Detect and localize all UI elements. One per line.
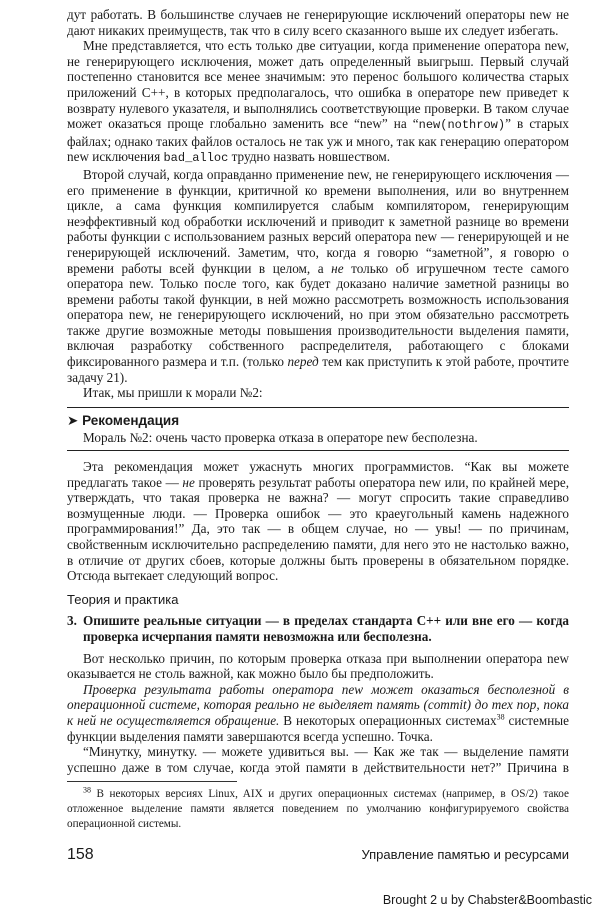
body-text-top	[67, 7, 569, 401]
text: проверять результат работы оператора new или, по крайней мере, утверждать, что такая проверка не важна? — могут спросить такие справедливо возмущенные люди. — Проверка ошибок — это краеугольный камень надежного программирования!” Да, это так — в общем случае, но — увы! — по причинам, свойственным исключительно распределению памяти, для него это не настолько важно, в отличие от других сбоев, которые должны быть проверены в обязательном порядке. Отсюда вытекает следующий вопрос.	[67, 474, 570, 584]
paragraph	[67, 459, 569, 584]
text: системные функции выделения памяти завершаются всегда успешно. Точка.	[67, 712, 570, 744]
page-footer	[67, 847, 569, 863]
recommendation-box	[67, 408, 569, 450]
text: Мне представляется, что есть только две ситуации, когда применение оператора new, не генерирующего исключения, может дать определенный выигрыш. Первый случай постепенно становится все менее значимым: это перенос большого количества старых приложений C++, в которых предполагалось, что ошибка в операторе new приведет к возврату нулевого указателя, и выполнялись соответствующие проверки. В таком случае может оказаться проще глобально заменить все “new” на “	[67, 38, 569, 132]
divider	[67, 450, 569, 451]
footnote-number: 38	[83, 785, 91, 795]
body-text-bottom	[67, 651, 569, 776]
paragraph	[67, 167, 569, 385]
paragraph	[67, 38, 569, 167]
paragraph: Итак, мы пришли к морали №2:	[83, 385, 263, 401]
body-text-middle	[67, 459, 569, 584]
text: только об игрушечном тесте самого оператора new. Только после того, как будет доказано наличие заметной разницы во времени работы такой функции, в ней можно рассмотреть возможность использования оператора new, не генерирующего исключений, но при этом обязательно рассмотреть также другие возможные методы повышения производительности выделения памяти, включая разработку собственного распределителя, работающего с блоками фиксированного размера и т.п. (только	[67, 260, 570, 370]
paragraph: Вот несколько причин, по которым проверка отказа при выполнении оператора new оказывается не столь важной, как можно было бы предположить.	[67, 650, 569, 682]
question-number: 3.	[67, 613, 77, 629]
emphasis: Проверка результата работы оператора new может оказаться бесполезной в операционной системе, которая реально не выделяет память (commit) до тех пор, пока к ней не осуществляется обращение.	[67, 681, 569, 728]
recommendation-text: Мораль №2: очень часто проверка отказа в операторе new бесполезна.	[83, 430, 478, 446]
text: В некоторых операционных системах	[279, 712, 497, 728]
paragraph	[67, 682, 569, 744]
text: ” в старых файлах; однако таких файлов осталось не так уж и много, так как генерацию оператором new исключения	[67, 116, 569, 165]
question	[67, 613, 569, 644]
recommendation-title: Рекомендация	[82, 412, 180, 428]
watermark: Brought 2 u by Chabster&Boombastic	[382, 892, 592, 907]
recommendation-heading	[67, 413, 569, 429]
footnote-ref[interactable]: 38	[496, 712, 505, 722]
paragraph: дут работать. В большинстве случаев не генерирующие исключений операторы new не дают никаких преимуществ, так что в силу всего сказанного выше их следует избегать.	[67, 7, 569, 38]
page-number: 158	[67, 846, 94, 864]
code-text: bad_alloc	[163, 151, 229, 166]
footnote-text	[67, 787, 569, 831]
emphasis: не	[182, 474, 195, 490]
footnote	[67, 787, 569, 831]
arrow-icon: ➤	[67, 412, 83, 428]
emphasis: не	[331, 260, 344, 276]
code-text: new(nothrow)	[418, 118, 506, 133]
text: Второй случай, когда оправданно применение new, не генерирующего исключения — его применение в функции, критичной ко времени выполнения, или во внутреннем цикле, а сама функция компилируется слабым компилятором, генерирующим неэффективный код обработки исключений и приводит к заметной разнице во времени работы функции с использованием разных версий оператора new — генерирующей и не генерирующей исключений. Заметим, что, когда я говорю “заметной”, я говорю о времени работы всей функции в целом, а	[67, 166, 569, 276]
paragraph: “Минутку, минутку. — можете удивиться вы. — Как же так — выделение памяти успешно даже в том случае, когда этой памяти в действительности нет?” Причина в	[67, 744, 569, 775]
question-text: Опишите реальные ситуации — в пределах стандарта C++ или вне его — когда проверка исчерпания памяти невозможна или бесполезна.	[83, 613, 569, 644]
text: трудно назвать новшеством.	[228, 149, 391, 165]
section-title: Теория и практика	[67, 591, 179, 607]
text: тем как приступить к этой работе, прочтите задачу 21).	[67, 354, 569, 385]
running-footer: Управление памятью и ресурсами	[361, 847, 569, 863]
emphasis: перед	[287, 354, 319, 370]
footnote-divider	[67, 781, 237, 782]
text: Эта рекомендация может ужаснуть многих программистов. “Как вы можете предлагать такое —	[67, 459, 569, 490]
text: В некоторых версиях Linux, AIX и других операционных системах (например, в OS/2) такое отложенное выделение памяти является поведением по умолчанию конфигурируемого свойства операционной системы.	[67, 788, 569, 830]
